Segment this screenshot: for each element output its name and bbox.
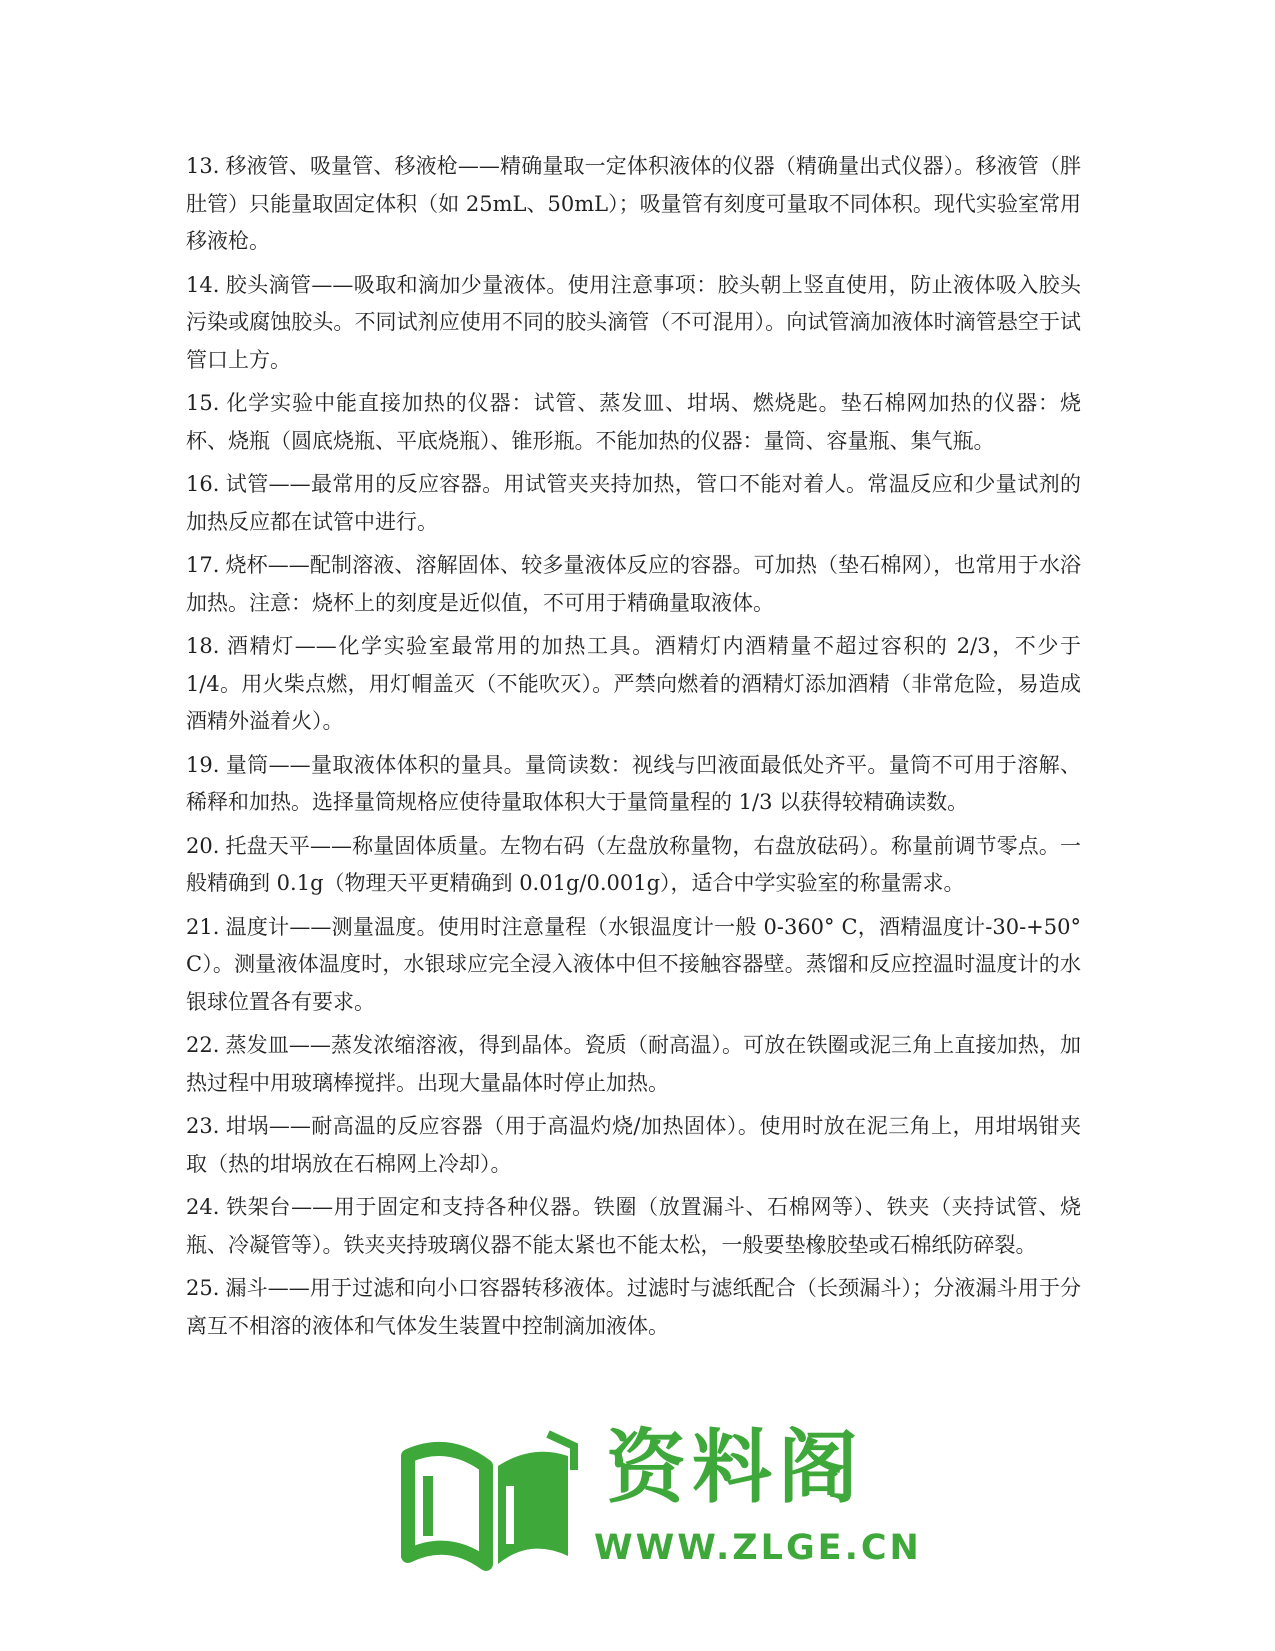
- list-item: 17. 烧杯——配制溶液、溶解固体、较多量液体反应的容器。可加热（垫石棉网），也常用于水浴加热。注意：烧杯上的刻度是近似值，不可用于精确量取液体。: [186, 553, 1081, 615]
- list-item: 19. 量筒——量取液体体积的量具。量筒读数：视线与凹液面最低处齐平。量筒不可用于溶解、稀释和加热。选择量筒规格应使待量取体积大于量筒量程的 1/3 以获得较精确读数。: [186, 752, 1081, 814]
- list-item: 21. 温度计——测量温度。使用时注意量程（水银温度计一般 0-360° C，酒精温度计-30-+50° C）。测量液体温度时，水银球应完全浸入液体中但不接触容器壁。蒸馏和反应控温时温度计的水银球位置各有要求。: [186, 914, 1081, 1014]
- document-body: [186, 148, 1081, 1351]
- list-item: 22. 蒸发皿——蒸发浓缩溶液，得到晶体。瓷质（耐高温）。可放在铁圈或泥三角上直接加热，加热过程中用玻璃棒搅拌。出现大量晶体时停止加热。: [186, 1033, 1081, 1095]
- open-book-icon: [398, 1426, 578, 1581]
- list-item: 18. 酒精灯——化学实验室最常用的加热工具。酒精灯内酒精量不超过容积的 2/3，不少于 1/4。用火柴点燃，用灯帽盖灭（不能吹灭）。严禁向燃着的酒精灯添加酒精（非常危险，易造成酒精外溢着火）。: [186, 634, 1081, 733]
- list-item: 24. 铁架台——用于固定和支持各种仪器。铁圈（放置漏斗、石棉网等）、铁夹（夹持试管、烧瓶、冷凝管等）。铁夹夹持玻璃仪器不能太紧也不能太松，一般要垫橡胶垫或石棉纸防碎裂。: [186, 1195, 1081, 1257]
- list-item: 13. 移液管、吸量管、移液枪——精确量取一定体积液体的仪器（精确量出式仪器）。移液管（胖肚管）只能量取固定体积（如 25mL、50mL）；吸量管有刻度可量取不同体积。现代实验室常用移液枪。: [186, 154, 1081, 253]
- watermark-name: 资料阁: [606, 1421, 864, 1514]
- list-item: 23. 坩埚——耐高温的反应容器（用于高温灼烧/加热固体）。使用时放在泥三角上，用坩埚钳夹取（热的坩埚放在石棉网上冷却）。: [186, 1114, 1081, 1176]
- list-item: 20. 托盘天平——称量固体质量。左物右码（左盘放称量物，右盘放砝码）。称量前调节零点。一般精确到 0.1g（物理天平更精确到 0.01g/0.001g），适合中学实验室的称量需求。: [186, 833, 1081, 895]
- watermark-url: WWW.ZLGE.CN: [594, 1528, 922, 1568]
- list-item: 16. 试管——最常用的反应容器。用试管夹夹持加热，管口不能对着人。常温反应和少量试剂的加热反应都在试管中进行。: [186, 472, 1081, 534]
- list-item: 15. 化学实验中能直接加热的仪器：试管、蒸发皿、坩埚、燃烧匙。垫石棉网加热的仪器：烧杯、烧瓶（圆底烧瓶、平底烧瓶）、锥形瓶。不能加热的仪器：量筒、容量瓶、集气瓶。: [186, 391, 1081, 453]
- watermark: [398, 1418, 922, 1594]
- list-item: 14. 胶头滴管——吸取和滴加少量液体。使用注意事项：胶头朝上竖直使用，防止液体吸入胶头污染或腐蚀胶头。不同试剂应使用不同的胶头滴管（不可混用）。向试管滴加液体时滴管悬空于试管口上方。: [186, 272, 1081, 372]
- list-item: 25. 漏斗——用于过滤和向小口容器转移液体。过滤时与滤纸配合（长颈漏斗）；分液漏斗用于分离互不相溶的液体和气体发生装置中控制滴加液体。: [186, 1276, 1081, 1338]
